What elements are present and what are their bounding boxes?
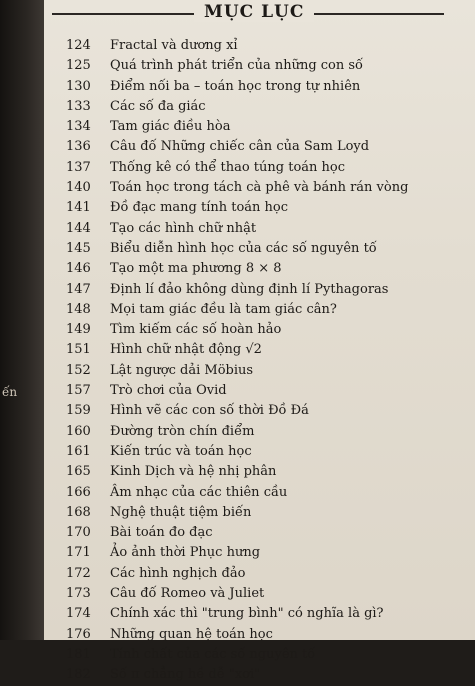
- toc-entry: [44, 625, 475, 645]
- toc-entry: [44, 361, 475, 381]
- toc-entry: [44, 239, 475, 259]
- toc-page-number: 137: [66, 159, 91, 175]
- toc-entry-title: Tạo một ma phương 8 × 8: [110, 261, 282, 277]
- toc-entry: [44, 523, 475, 543]
- toc-entry-title: Các hình nghịch đảo: [110, 565, 246, 581]
- toc-page-number: 171: [66, 545, 91, 561]
- toc-entry: [44, 158, 475, 178]
- toc-page-number: 168: [66, 504, 91, 520]
- toc-page-number: 148: [66, 301, 91, 317]
- toc-entry-title: Tính chất của các số nguyên tố: [110, 646, 316, 662]
- toc-entry-title: Đồ đạc mang tính toán học: [110, 200, 289, 216]
- toc-page-number: 145: [66, 240, 91, 256]
- adjacent-page-edge: [0, 0, 44, 640]
- toc-page-number: 165: [66, 464, 91, 480]
- toc-page-number: 146: [66, 261, 91, 277]
- toc-page-number: 124: [66, 38, 91, 53]
- toc-entry-title: Toán học trong tách cà phê và bánh rán vòng: [110, 180, 409, 196]
- toc-page: [44, 0, 475, 683]
- toc-entry: [44, 77, 475, 97]
- toc-entry-title: Đường tròn chín điểm: [110, 423, 255, 439]
- toc-page-number: 147: [66, 281, 91, 297]
- toc-entry-title: Số π chẳng hề dễ "xơi": [110, 667, 261, 683]
- toc-page-number: 160: [66, 423, 91, 439]
- toc-entry: [44, 219, 475, 239]
- toc-entry: [44, 564, 475, 584]
- toc-entry-title: Biểu diễn hình học của các số nguyên tố: [110, 240, 377, 256]
- toc-entry: [44, 604, 475, 624]
- toc-entry-title: Kiến trúc và toán học: [110, 443, 252, 459]
- toc-page-number: 157: [66, 383, 91, 399]
- toc-page-number: 149: [66, 322, 91, 338]
- toc-entry-title: Câu đố Romeo và Juliet: [110, 586, 265, 602]
- toc-entry: [44, 259, 475, 279]
- toc-entry-title: Câu đố Những chiếc cân của Sam Loyd: [110, 139, 370, 155]
- toc-entry-title: Thống kê có thể thao túng toán học: [110, 159, 346, 175]
- toc-entry-title: Bài toán đo đạc: [110, 525, 213, 541]
- toc-entry-title: Mọi tam giác đều là tam giác cân?: [110, 301, 337, 317]
- toc-entry: [44, 422, 475, 442]
- toc-entry: [44, 401, 475, 421]
- toc-entry-title: Nghệ thuật tiệm biến: [110, 504, 252, 520]
- toc-page-number: 144: [66, 220, 91, 236]
- toc-entry-title: Âm nhạc của các thiên cầu: [110, 484, 288, 500]
- toc-entry: [44, 381, 475, 401]
- toc-entry: [44, 442, 475, 462]
- toc-entry-title: Hình vẽ các con số thời Đồ Đá: [110, 403, 309, 419]
- toc-page-number: 181: [66, 646, 91, 662]
- toc-page-number: 151: [66, 342, 91, 358]
- toc-entry-title: Điểm nối ba – toán học trong tự nhiên: [110, 78, 361, 94]
- toc-entry: [44, 503, 475, 523]
- toc-page-number: 133: [66, 98, 91, 114]
- toc-entry: [44, 137, 475, 157]
- toc-page-number: 141: [66, 200, 91, 216]
- toc-entry-title: Trò chơi của Ovid: [110, 383, 227, 399]
- toc-page-number: 166: [66, 484, 91, 500]
- toc-entry: [44, 178, 475, 198]
- toc-entry: [44, 483, 475, 503]
- page-header: [44, 0, 475, 28]
- toc-page-number: 125: [66, 58, 91, 74]
- toc-page-number: 140: [66, 180, 91, 196]
- adjacent-page-text-fragment: ến: [2, 385, 18, 399]
- toc-page-number: 152: [66, 362, 91, 378]
- toc-entry: [44, 36, 475, 56]
- toc-entry: [44, 198, 475, 218]
- toc-entry: [44, 280, 475, 300]
- toc-entry-title: Tạo các hình chữ nhật: [110, 220, 257, 236]
- toc-entry-title: Hình chữ nhật động √2: [110, 342, 262, 358]
- toc-entry-title: Ảo ảnh thời Phục hưng: [110, 545, 261, 561]
- toc-page-number: 172: [66, 565, 91, 581]
- toc-entry: [44, 320, 475, 340]
- toc-page-number: 161: [66, 443, 91, 459]
- toc-entry-title: Lật ngược dải Möbius: [110, 362, 254, 378]
- toc-page-number: 134: [66, 119, 91, 135]
- toc-entry: [44, 56, 475, 76]
- toc-entry-title: Những quan hệ toán học: [110, 626, 273, 642]
- toc-page-number: 176: [66, 626, 91, 642]
- toc-entry-title: Kinh Dịch và hệ nhị phân: [110, 464, 277, 480]
- toc-entry: [44, 645, 475, 665]
- toc-entry: [44, 543, 475, 563]
- toc-entry-title: Định lí đảo không dùng định lí Pythagoras: [110, 281, 389, 297]
- toc-entry-title: Quá trình phát triển của những con số: [110, 58, 364, 74]
- toc-entry: [44, 117, 475, 137]
- toc-page-number: 130: [66, 78, 91, 94]
- toc-entry-title: Tìm kiếm các số hoàn hảo: [110, 322, 282, 338]
- toc-entry: [44, 665, 475, 685]
- toc-page-number: 136: [66, 139, 91, 155]
- toc-entry-title: Fractal và dương xỉ: [110, 38, 238, 53]
- toc-page-number: 159: [66, 403, 91, 419]
- toc-entry: [44, 97, 475, 117]
- toc-page-number: 170: [66, 525, 91, 541]
- page-title: MỤC LỤC: [194, 2, 314, 22]
- toc-entry-title: Tam giác điều hòa: [110, 119, 231, 135]
- table-of-contents: [44, 36, 475, 686]
- toc-entry-title: Chính xác thì "trung bình" có nghĩa là gì?: [110, 606, 384, 622]
- toc-entry-title: Các số đa giác: [110, 98, 206, 114]
- toc-entry: [44, 462, 475, 482]
- toc-entry: [44, 300, 475, 320]
- toc-page-number: 174: [66, 606, 91, 622]
- toc-page-number: 182: [66, 667, 91, 683]
- toc-entry: [44, 584, 475, 604]
- toc-page-number: 173: [66, 586, 91, 602]
- toc-entry: [44, 340, 475, 360]
